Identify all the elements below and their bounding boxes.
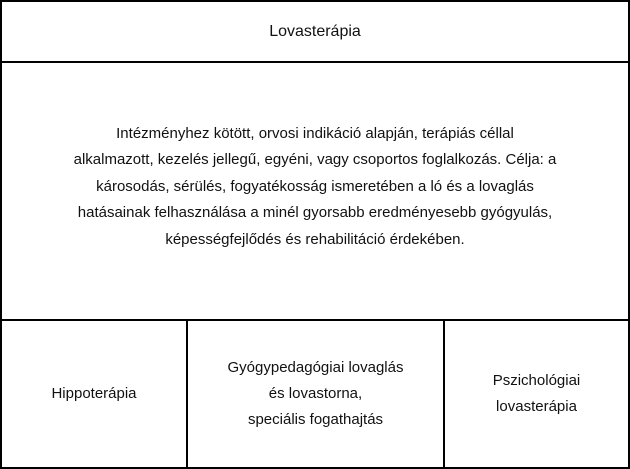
- branch-line: Gyógypedagógiai lovaglás: [227, 359, 404, 376]
- description-text: [35, 121, 595, 254]
- diagram-title: Lovasterápia: [269, 22, 361, 40]
- branch-line: speciális fogathajtás: [247, 411, 384, 428]
- description-line: hatásainak felhasználása a minél gyorsabb eredményesebb gyógyulás,: [77, 204, 553, 222]
- branch-label: [51, 381, 136, 407]
- branch-line: Pszichológiai: [492, 372, 581, 389]
- branch-pszichologiai-lovasterapia: [443, 319, 630, 469]
- branch-gyogypedagogiai-lovaglas: [186, 319, 445, 469]
- branch-line: és lovastorna,: [268, 385, 363, 402]
- branch-hippoterapia: [0, 319, 188, 469]
- description-line: képességfejlődés és rehabilitáció érdekében.: [165, 230, 465, 248]
- branch-label: [493, 368, 581, 420]
- description-line: alkalmazott, kezelés jellegű, egyéni, vagy csoportos foglalkozás. Célja: a: [73, 151, 557, 169]
- branch-label: [228, 355, 404, 433]
- description-box: [0, 61, 630, 321]
- description-line: Intézményhez kötött, orvosi indikáció alapján, terápiás céllal: [116, 124, 514, 142]
- branch-line: Hippoterápia: [51, 385, 137, 402]
- description-line: károsodás, sérülés, fogyatékosság ismeretében a ló és a lovaglás: [96, 177, 534, 195]
- branch-line: lovasterápia: [496, 398, 577, 415]
- title-box: [0, 0, 630, 63]
